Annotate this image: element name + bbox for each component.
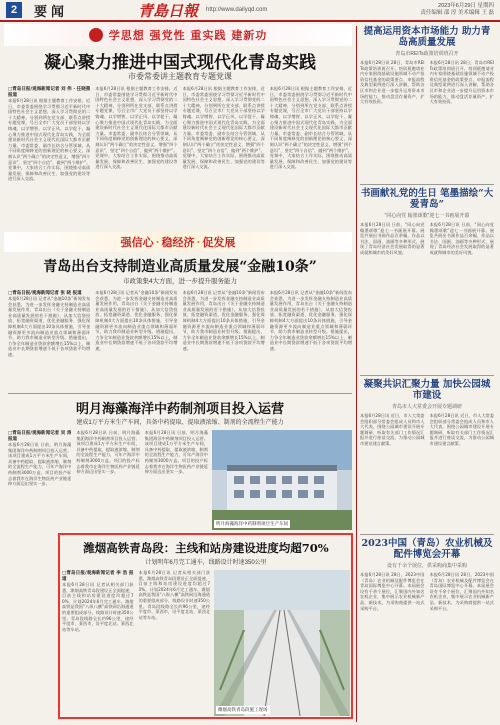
lead-column-4: 本报6月28日讯 根据主题教育工作安排，近日，市委常委围绕学习贯彻习近平新时代中国特色社会主义思想，深入学习贯彻党的二十大精神，分别到所在党支部、联系点讲授专题党课，号召全市广大党员干部坚持以学铸魂、以学增智、以学正风、以学促干，凝心聚力推进中国式现代化青岛实践，为全面建设新时代社会主义现代化国际大都市贡献力量。市委常委、副市长结合分管领域，从不同角度阐释党的创新理论的核心要义，深刻认识“两个确立”的决定性意义，增强“四个意识”、坚定“四个自信”、做到“两个维护”。党课中，大家结合工作实际，围绕推动高质量发展、保障和改善民生、加强党的建设等进行深入交流。 [269,86,352,170]
side1-column-1: 本报6月28日讯 28日，青岛市REITs政策培训班召开。培训班邀请业内专家围绕基础设施领域不动产投资信托基金的政策要点、申报流程及典型案例进行深入讲解，帮助各区市和企业进一步提升运用资本市场的能力，推动盘活存量资产，扩大有效投资。 [360,60,425,105]
lead-body [8,86,352,226]
story4-photo-caption: 潍烟高铁青岛段施工现场 [218,708,268,713]
story2-column-2: 本报6月28日讯 记者从“金融10条”新闻发布会获悉，为进一步发挥金融支持制造业高质量发展作用，青岛出台《关于金融支持制造业高质量发展的若干措施》，从加大信贷投放、拓宽融资渠道、优化金融服务、强化保障机制4大方面提出10条具体措施，引导金融资源更多流向制造业重点领域和薄弱环节，助力我市制造业转型升级。措施提出，力争全年制造业贷款余额增长15%以上，制造业中长期贷款增速不低于各项贷款平均增速。 [95,290,178,351]
side2-subhead: “同心向党 翰墨颂歌”迎七一书画展开幕 [384,213,470,219]
side-divider-1 [360,184,494,185]
theme-banner-text: 学思想 强党性 重实践 建新功 [108,29,268,42]
lead-text-1: 本报6月28日讯 根据主题教育工作安排，近日，市委常委围绕学习贯彻习近平新时代中国特色社会主义思想，深入学习贯彻党的二十大精神，分别到所在党支部、联系点讲授专题党课，号召全市广大党员干部坚持以学铸魂、以学增智、以学正风、以学促干，凝心聚力推进中国式现代化青岛实践，为全面建设新时代社会主义现代化国际大都市贡献力量。市委常委、副市长结合分管领域，从不同角度阐释党的创新理论的核心要义，深刻认识“两个确立”的决定性意义，增强“四个意识”、坚定“四个自信”、做到“两个维护”。党课中，大家结合工作实际，围绕推动高质量发展、保障和改善民生、加强党的建设等进行深入交流。 [8,98,91,182]
banner-word-3: 促发展 [202,236,236,249]
story4-text-1: 本报6月28日讯 记者从相关部门获悉，潍烟高铁青岛段建设正全面提速，目前主线和站房建设进度均超过70%，计划2024年6月完工通车。潍烟高铁是我国“八纵八横”高铁网沿海通道的重要组成部分，线路设计时速350公里。青岛段线路全长约96公里，途经平度市、莱西市，设平度北站、莱西北站等车站。 [62,582,134,632]
banner-word-1: 强信心 [120,236,154,249]
issue-editors: 责任编辑 邵 淳 美术编辑 王 磊 [420,10,494,16]
side3-headline[interactable]: 凝聚共识汇聚力量 加快公园城市建设 [363,379,491,401]
banner-word-2: 稳经济 [161,236,195,249]
side4-subhead: 设有千余个展位，供采购商集中采购 [386,563,467,569]
story2-byline: □青岛日报/观海新闻记者 张 晓 报道 [8,291,82,296]
story3-column-1 [8,430,71,530]
story2-body [8,290,352,390]
story3-column-2: 本报6月28日讯 日前，明月海藻集团海洋中药制剂项目投入运营。该项目建成1万平方米生产车间，具备中药提取、提取液浓缩、制剂的全流程生产能力，可年产海洋中药制剂3000万盒。项目的投产标志着我市在海洋生物医药产业链延伸方面迈出坚实一步。 [76,430,140,475]
side1-subhead: 青岛市REITs政策培训班召开 [395,51,459,57]
lead-byline: □青岛日报/观海新闻记者 刘 伟 · 任晓燕 报道 [8,87,91,98]
side2-headline[interactable]: 书画献礼党的生日 笔墨描绘“大爱青岛” [360,188,494,210]
story2-text-1: 本报6月28日讯 记者从“金融10条”新闻发布会获悉，为进一步发挥金融支持制造业高质量发展作用，青岛出台《关于金融支持制造业高质量发展的若干措施》，从加大信贷投放、拓宽融资渠道、优化金融服务、强化保障机制4大方面提出10条具体措施，引导金融资源更多流向制造业重点领域和薄弱环节，助力我市制造业转型升级。措施提出，力争全年制造业贷款余额增长15%以上，制造业中长期贷款增速不低于各项贷款平均增速。 [8,296,91,357]
side3-body [360,413,494,531]
story3-photo-caption: 明月海藻海洋中药制剂项目生产车间 [216,522,288,527]
column-divider [356,26,357,722]
story3-byline: □青岛日报/观海新闻记者 吴 涛 报道 [8,431,72,442]
section-name: 要闻 [34,4,69,20]
side4-body [360,572,494,720]
party-emblem-icon [89,28,103,42]
site-url[interactable]: http://www.dailyqd.com [206,7,268,13]
story3-text-1: 本报6月28日讯 日前，明月海藻集团海洋中药制剂项目投入运营。该项目建成1万平方米生产车间，具备中药提取、提取液浓缩、制剂的全流程生产能力，可年产海洋中药制剂3000万盒。项目的投产标志着我市在海洋生物医药产业链延伸方面迈出坚实一步。 [8,442,72,487]
side4-column-2: 本报6月28日讯 28日，2023中国（青岛）农业机械及配件博览会在青岛国际博览中心开幕。本届展会设有千余个展位，汇聚国内外知名农机企业，集中展示农业机械新产品、新技术，为采购商提供一站式采购平台。 [429,572,494,611]
side4-column-1: 本报6月28日讯 28日，2023中国（青岛）农业机械及配件博览会在青岛国际博览中心开幕。本届展会设有千余个展位，汇聚国内外知名农机企业，集中展示农业机械新产品、新技术，为采购商提供一站式采购平台。 [360,572,425,611]
story3-headline[interactable]: 明月海藻海洋中药制剂项目投入运营 [75,402,284,417]
lead-column-3: 本报6月28日讯 根据主题教育工作安排，近日，市委常委围绕学习贯彻习近平新时代中国特色社会主义思想，深入学习贯彻党的二十大精神，分别到所在党支部、联系点讲授专题党课，号召全市广大党员干部坚持以学铸魂、以学增智、以学正风、以学促干，凝心聚力推进中国式现代化青岛实践，为全面建设新时代社会主义现代化国际大都市贡献力量。市委常委、副市长结合分管领域，从不同角度阐释党的创新理论的核心要义，深刻认识“两个确立”的决定性意义，增强“四个意识”、坚定“四个自信”、做到“两个维护”。党课中，大家结合工作实际，围绕推动高质量发展、保障和改善民生、加强党的建设等进行深入交流。 [182,86,265,170]
lead-headline[interactable]: 凝心聚力推进中国式现代化青岛实践 [44,53,316,73]
page-number: 2 [6,2,22,18]
story2-subhead: 市政策集4大方面，进一步提升服务能力 [122,278,238,285]
story3-photo[interactable] [212,430,352,530]
railway-photo [214,570,350,716]
story4-column-1 [62,570,134,715]
newspaper-logo: 青島日報 [138,1,199,20]
lead-subhead: 市委常委讲主题教育专题党课 [128,72,232,81]
story4-column-2: 本报6月28日讯 记者从相关部门获悉，潍烟高铁青岛段建设正全面提速，目前主线和站房建设进度均超过70%，计划2024年6月完工通车。潍烟高铁是我国“八纵八横”高铁网沿海通道的重要组成部分，线路设计时速350公里。青岛段线路全长约96公里，途经平度市、莱西市，设平度北站、莱西北站等车站。 [138,570,210,620]
side3-column-2: 本报6月28日讯 近日，市人大常委会组织部分常委会组成人员和市人大代表，围绕公园城市建设开展专题调研，听取有关部门工作情况汇报并进行座谈交流，为推动公园城市建设建言献策。 [429,413,494,446]
story4-body [62,570,210,715]
side3-subhead: 青岛市人大常委会开展专题调研 [391,404,462,410]
story4-byline: □青岛日报/观海新闻记者 李 浩 报道 [62,571,134,582]
theme-banner [4,24,352,46]
side2-column-1: 本报6月28日讯 日前，“同心向党 翰墨颂歌”迎七一书画展开幕。展览共展出书画作品百余幅，作品以书法、国画、油画等多种形式，展现了青岛经济社会发展取得的显著成就和城市的美好风貌。 [360,222,425,255]
side1-headline[interactable]: 提高运用资本市场能力 助力青岛高质量发展 [363,26,491,48]
side2-body [360,222,494,372]
issue-date: 2023年6月29日 星期四 [438,3,494,9]
side1-body [360,60,494,182]
story2-column-1 [8,290,90,390]
divider [8,393,352,394]
side-divider-3 [360,534,494,535]
story3-column-3: 本报6月28日讯 日前，明月海藻集团海洋中药制剂项目投入运营。该项目建成1万平方米生产车间，具备中药提取、提取液浓缩、制剂的全流程生产能力，可年产海洋中药制剂3000万盒。项目的投产标志着我市在海洋生物医药产业链延伸方面迈出坚实一步。 [144,430,208,475]
lead-column-2: 本报6月28日讯 根据主题教育工作安排，近日，市委常委围绕学习贯彻习近平新时代中国特色社会主义思想，深入学习贯彻党的二十大精神，分别到所在党支部、联系点讲授专题党课，号召全市广大党员干部坚持以学铸魂、以学增智、以学正风、以学促干，凝心聚力推进中国式现代化青岛实践，为全面建设新时代社会主义现代化国际大都市贡献力量。市委常委、副市长结合分管领域，从不同角度阐释党的创新理论的核心要义，深刻认识“两个确立”的决定性意义，增强“四个意识”、坚定“四个自信”、做到“两个维护”。党课中，大家结合工作实际，围绕推动高质量发展、保障和改善民生、加强党的建设等进行深入交流。 [95,86,178,170]
story2-column-4: 本报6月28日讯 记者从“金融10条”新闻发布会获悉，为进一步发挥金融支持制造业高质量发展作用，青岛出台《关于金融支持制造业高质量发展的若干措施》，从加大信贷投放、拓宽融资渠道、优化金融服务、强化保障机制4大方面提出10条具体措施，引导金融资源更多流向制造业重点领域和薄弱环节，助力我市制造业转型升级。措施提出，力争全年制造业贷款余额增长15%以上，制造业中长期贷款增速不低于各项贷款平均增速。 [269,290,352,351]
story4-subhead: 计划明年6月完工通车，线路设计时速350公里 [145,560,267,566]
economy-banner: 强信心 · 稳经济 · 促发展 [4,232,352,252]
side-divider-2 [360,375,494,376]
story3-subhead: 建成1万平方米生产车间，具备中药提取、提取液浓缩、制剂的全流程生产能力 [76,420,284,426]
masthead [0,0,500,22]
factory-photo [212,430,352,530]
story2-headline[interactable]: 青岛出台支持制造业高质量发展“金融10条” [43,259,317,275]
side4-headline[interactable]: 2023中国（青岛）农业机械及配件博览会开幕 [361,538,493,560]
issue-meta [420,3,494,17]
story4-photo[interactable] [214,570,350,716]
side2-column-2: 本报6月28日讯 日前，“同心向党 翰墨颂歌”迎七一书画展开幕。展览共展出书画作品百余幅，作品以书法、国画、油画等多种形式，展现了青岛经济社会发展取得的显著成就和城市的美好风貌。 [429,222,494,255]
side1-column-2: 本报6月28日讯 28日，青岛市REITs政策培训班召开。培训班邀请业内专家围绕基础设施领域不动产投资信托基金的政策要点、申报流程及典型案例进行深入讲解，帮助各区市和企业进一步提升运用资本市场的能力，推动盘活存量资产，扩大有效投资。 [429,60,494,105]
story2-column-3: 本报6月28日讯 记者从“金融10条”新闻发布会获悉，为进一步发挥金融支持制造业高质量发展作用，青岛出台《关于金融支持制造业高质量发展的若干措施》，从加大信贷投放、拓宽融资渠道、优化金融服务、强化保障机制4大方面提出10条具体措施，引导金融资源更多流向制造业重点领域和薄弱环节，助力我市制造业转型升级。措施提出，力争全年制造业贷款余额增长15%以上，制造业中长期贷款增速不低于各项贷款平均增速。 [182,290,265,351]
story4-headline[interactable]: 潍烟高铁青岛段：主线和站房建设进度均超70% [83,541,329,555]
story3-body [8,430,208,530]
lead-column-1 [8,86,90,226]
side3-column-1: 本报6月28日讯 近日，市人大常委会组织部分常委会组成人员和市人大代表，围绕公园城市建设开展专题调研，听取有关部门工作情况汇报并进行座谈交流，为推动公园城市建设建言献策。 [360,413,425,446]
